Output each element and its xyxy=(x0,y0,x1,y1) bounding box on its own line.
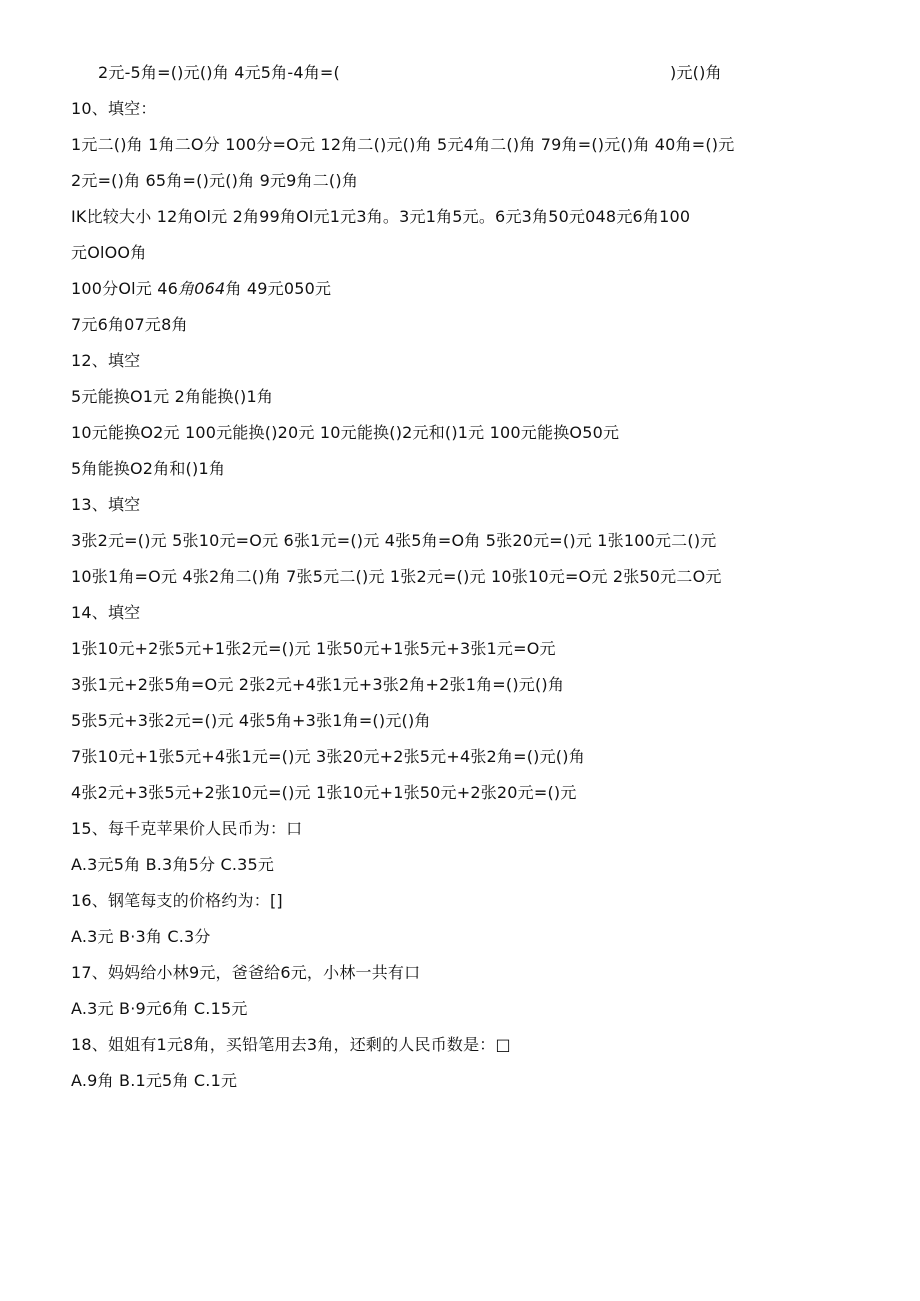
line-text: 2元-5角=()元()角 4元5角-4角=( xyxy=(98,63,340,82)
question-17: 17、妈妈给小林9元，爸爸给6元，小林一共有口 xyxy=(71,963,421,982)
line-sum-2: 3张1元+2张5角=O元 2张2元+4张1元+3张2角+2张1角=()元()角 xyxy=(71,675,565,694)
question-15-options: A.3元5角 B.3角5分 C.35元 xyxy=(71,855,275,874)
line-compare-3 xyxy=(71,276,331,302)
line-sum-5: 4张2元+3张5元+2张10元=()元 1张10元+1张50元+2张20元=()元 xyxy=(71,783,577,802)
line-sum-3: 5张5元+3张2元=()元 4张5角+3张1角=()元()角 xyxy=(71,711,431,730)
heading-question-13: 13、填空 xyxy=(71,495,141,514)
line-compare-1: IK比较大小 12角Ol元 2角99角Ol元1元3角。3元1角5元。6元3角50元048元6角100 xyxy=(71,207,691,226)
heading-question-12: 12、填空 xyxy=(71,351,141,370)
question-17-options: A.3元 B·9元6角 C.15元 xyxy=(71,999,248,1018)
line-count-1: 3张2元=()元 5张10元=O元 6张1元=()元 4张5角=O角 5张20元=()元 1张100元二()元 xyxy=(71,531,717,550)
heading-question-10: 10、填空： xyxy=(71,99,157,118)
line-compare-4: 7元6角07元8角 xyxy=(71,315,188,334)
line-sum-1: 1张10元+2张5元+1张2元=()元 1张50元+1张5元+3张1元=O元 xyxy=(71,639,556,658)
line-exchange-3: 5角能换O2角和()1角 xyxy=(71,459,226,478)
line-exchange-2: 10元能换O2元 100元能换()20元 10元能换()2元和()1元 100元能换O50元 xyxy=(71,423,620,442)
line-text: 100分Ol元 46 xyxy=(71,279,179,298)
question-15: 15、每千克苹果价人民币为：口 xyxy=(71,819,303,838)
line-text-end: 角 49元050元 xyxy=(225,279,332,298)
line-money-subtraction xyxy=(98,60,722,86)
heading-question-14: 14、填空 xyxy=(71,603,141,622)
line-exchange-1: 5元能换O1元 2角能换()1角 xyxy=(71,387,274,406)
line-text-continued: )元()角 xyxy=(670,63,722,82)
line-conversion-2: 2元=()角 65角=()元()角 9元9角二()角 xyxy=(71,171,359,190)
question-16: 16、钢笔每支的价格约为：[] xyxy=(71,891,283,910)
question-18: 18、姐姐有1元8角，买铅笔用去3角，还剩的人民币数是：□ xyxy=(71,1035,511,1054)
line-compare-2: 元OlOO角 xyxy=(71,243,147,262)
line-count-2: 10张1角=O元 4张2角二()角 7张5元二()元 1张2元=()元 10张10元=O元 2张50元二O元 xyxy=(71,567,722,586)
italic-text: 角064 xyxy=(178,279,226,298)
line-sum-4: 7张10元+1张5元+4张1元=()元 3张20元+2张5元+4张2角=()元()角 xyxy=(71,747,585,766)
line-conversion-1: 1元二()角 1角二O分 100分=O元 12角二()元()角 5元4角二()角 79角=()元()角 40角=()元 xyxy=(71,135,735,154)
question-18-options: A.9角 B.1元5角 C.1元 xyxy=(71,1071,238,1090)
question-16-options: A.3元 B·3角 C.3分 xyxy=(71,927,211,946)
